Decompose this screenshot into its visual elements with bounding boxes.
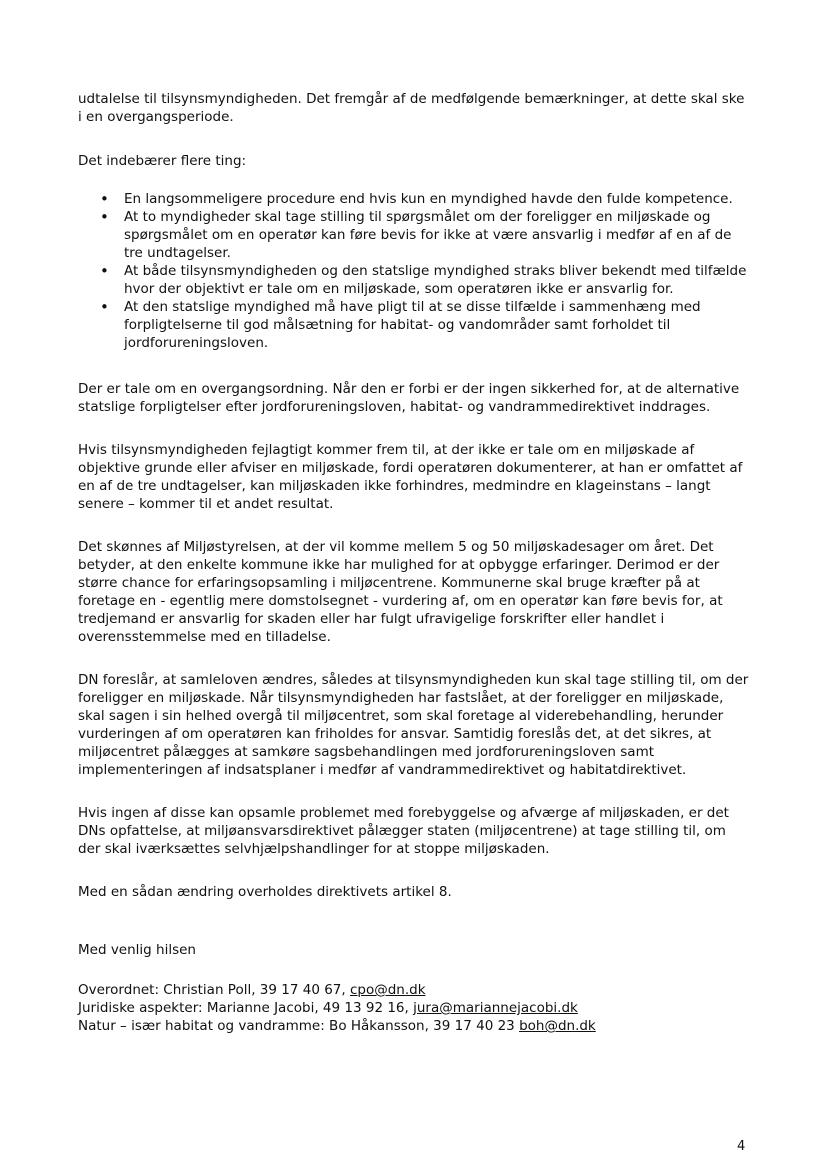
paragraph-misjudgement: Hvis tilsynsmyndigheden fejlagtigt kommer frem til, at der ikke er tale om en miljøskade af objektive grunde eller afviser en miljøskade, fordi operatøren dokumenterer, at han er omfattet af en af de tre undtagelser, kan miljøskaden ikke forhindres, medmindre en klageinstans – langt senere – kommer til et andet resultat. bbox=[78, 442, 743, 512]
contact-line bbox=[78, 1017, 750, 1035]
paragraph-article-8: Med en sådan ændring overholdes direktivets artikel 8. bbox=[78, 884, 452, 900]
contact-text: Overordnet: Christian Poll, 39 17 40 67, bbox=[78, 982, 350, 998]
bullet-item: • At den statslige myndighed må have pligt til at se disse tilfælde i sammenhæng med forpligtelserne til god målsætning for habitat- og vandområder samt forholdet til jordforureningsloven. bbox=[78, 298, 750, 352]
document-body bbox=[78, 90, 750, 1035]
paragraph-state-duty: Hvis ingen af disse kan opsamle problemet med forebyggelse og afværge af miljøskaden, er det DNs opfattelse, at miljøansvarsdirektivet pålægger staten (miljøcentrene) at tage stilling til, om der skal iværksættes selvhjælpshandlinger for at stoppe miljøskaden. bbox=[78, 805, 729, 857]
contact-text: Juridiske aspekter: Marianne Jacobi, 49 13 92 16, bbox=[78, 1000, 414, 1016]
page-number: 4 bbox=[737, 1139, 746, 1154]
email-link[interactable]: boh@dn.dk bbox=[519, 1018, 596, 1034]
contact-line bbox=[78, 981, 750, 999]
contact-line bbox=[78, 999, 750, 1017]
first-paragraph: udtalelse til tilsynsmyndigheden. Det fremgår af de medfølgende bemærkninger, at dette skal ske i en overgangsperiode. bbox=[78, 91, 745, 125]
intro-line: Det indebærer flere ting: bbox=[78, 153, 247, 169]
bullet-item: • At to myndigheder skal tage stilling til spørgsmålet om der foreligger en miljøskade og spørgsmålet om en operatør kan føre bevis for ikke at være ansvarlig i medfør af en af de tre undtagelser. bbox=[78, 208, 750, 262]
bullet-item: • En langsommeligere procedure end hvis kun en myndighed havde den fulde kompetence. bbox=[78, 190, 750, 208]
closing-greeting: Med venlig hilsen bbox=[78, 942, 196, 958]
bullet-item: • At både tilsynsmyndigheden og den statslige myndighed straks bliver bekendt med tilfælde hvor der objektivt er tale om en miljøskade, som operatøren ikke er ansvarlig for. bbox=[78, 262, 750, 298]
bullet-list bbox=[78, 190, 750, 352]
paragraph-estimate: Det skønnes af Miljøstyrelsen, at der vil komme mellem 5 og 50 miljøskadesager om året. Det betyder, at den enkelte kommune ikke har mulighed for at opbygge erfaringer. Derimod er der større chance for erfaringsopsamling i miljøcentrene. Kommunerne skal bruge kræfter på at foretage en - egentlig mere domstolsegnet - vurdering af, om en operatør kan føre bevis for, at tredjemand er ansvarlig for skaden eller har fulgt ufravigelige forskrifter eller handlet i overensstemmelse med en tilladelse. bbox=[78, 539, 723, 645]
contact-text: Natur – især habitat og vandramme: Bo Håkansson, 39 17 40 23 bbox=[78, 1018, 520, 1034]
email-link[interactable]: cpo@dn.dk bbox=[349, 982, 426, 998]
paragraph-transition: Der er tale om en overgangsordning. Når den er forbi er der ingen sikkerhed for, at de alternative statslige forpligtelser efter jordforureningsloven, habitat- og vandrammedirektivet inddrages. bbox=[78, 381, 740, 415]
email-link[interactable]: jura@mariannejacobi.dk bbox=[413, 1000, 578, 1016]
contact-list bbox=[78, 981, 750, 1035]
paragraph-proposal: DN foreslår, at samleloven ændres, således at tilsynsmyndigheden kun skal tage stilling til, om der foreligger en miljøskade. Når tilsynsmyndigheden har fastslået, at der foreligger en miljøskade, skal sagen i sin helhed overgå til miljøcentret, som skal foretage al viderebehandling, herunder vurderingen af om operatøren kan friholdes for ansvar. Samtidig foreslås det, at det sikres, at miljøcentret pålægges at samkøre sagsbehandlingen med jordforureningsloven samt implementeringen af indsatsplaner i medfør af vandrammedirektivet og habitatdirektivet. bbox=[78, 672, 749, 778]
